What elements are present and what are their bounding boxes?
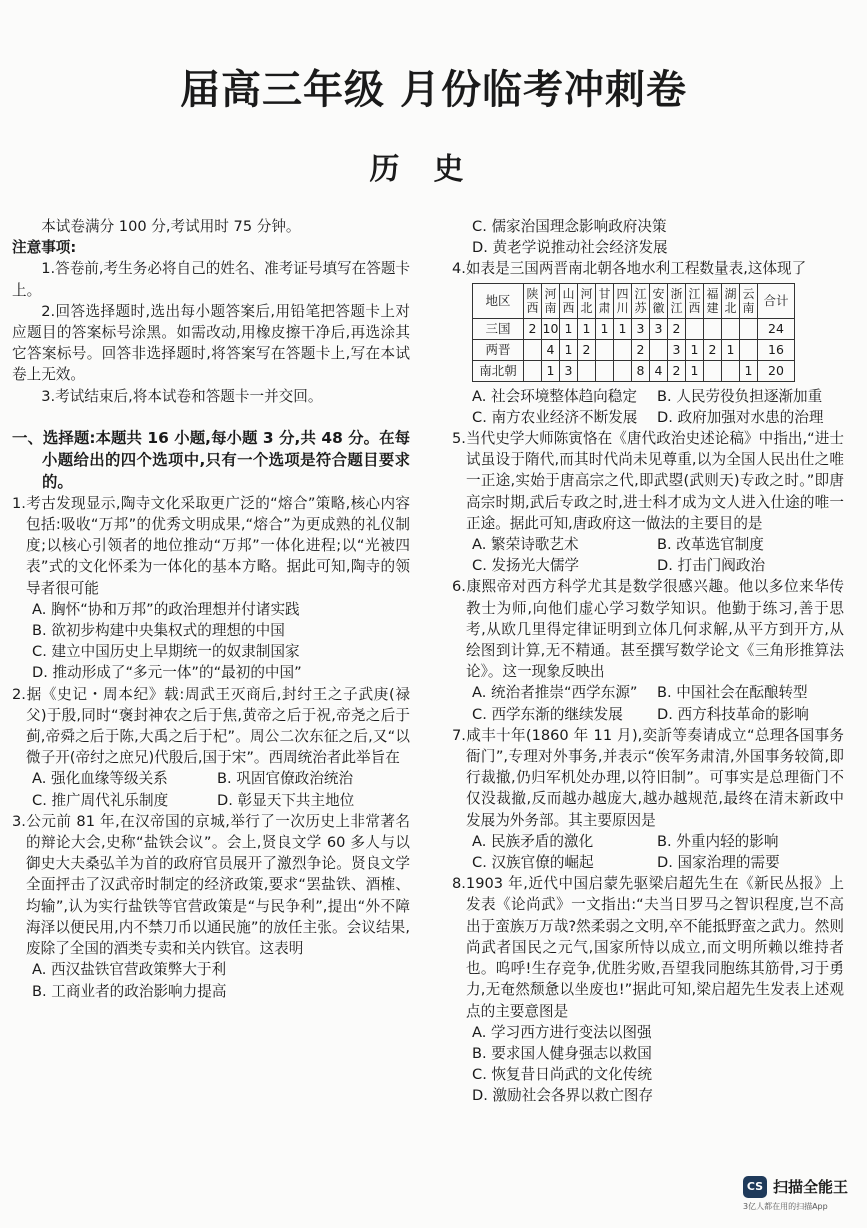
table-row [473,360,795,381]
table-cell: 1 [722,339,740,360]
table-cell: 2 [668,360,686,381]
option-a: A. 胸怀“协和万邦”的政治理想并付诸实践 [32,600,300,618]
table-cell: 1 [740,360,758,381]
option-c: C. 西学东渐的继续发展 [472,705,623,723]
scanner-tagline: 3亿人都在用的扫描App [743,1202,828,1211]
question-stem: 2.据《史记・周本纪》载:周武王灭商后,封纣王之子武庚(禄父)于殷,同时“褒封神农之后于焦,黄帝之后于祝,帝尧之后于蓟,帝舜之后于陈,大禹之后于杞”。周公二次东征之后,又“以微子开(帝纣之庶兄)代殷后,国于宋”。西周统治者此举旨在 [12,685,410,767]
scanner-watermark [743,1176,853,1218]
table-cell: 1 [560,339,578,360]
option-d: D. 黄老学说推动社会经济发展 [472,239,668,257]
table-cell [686,318,704,339]
option-a: A. 社会环境整体趋向稳定 [472,387,637,405]
option-row [452,682,844,703]
table-header-province: 安徽 [650,283,668,318]
table-cell: 8 [632,360,650,381]
option-c: C. 推广周代礼乐制度 [32,791,169,809]
option-d: D. 激励社会各界以救亡图存 [472,1087,654,1105]
option-b: B. 中国社会在酝酿转型 [657,684,808,702]
table-cell: 2 [578,339,596,360]
question-stem: 4.如表是三国两晋南北朝各地水利工程数量表,这体现了 [452,260,807,278]
table-cell: 4 [650,360,668,381]
option-b: B. 改革选官制度 [657,536,764,554]
table-header-province: 江西 [686,283,704,318]
question-5 [452,428,844,576]
question-3 [12,811,410,1002]
option-a: A. 民族矛盾的激化 [472,832,594,850]
question-stem: 3.公元前 81 年,在汉帝国的京城,举行了一次历史上非常著名的辩论大会,史称“盐铁会议”。会上,贤良文学 60 多人与以御史大夫桑弘羊为首的政府官员展开了激烈争论。贤良文学全面抨击了汉武帝时制定的经济政策,要求“罢盐铁、酒榷、均输”,认为实行盐铁等官营政策是“与民争利”,提出“外不障海泽以便民用,内不禁刀币以通民施”的放任主张。会议结果,废除了全国的酒类专卖和关内铁官。这表明 [12,812,410,958]
option-d: D. 政府加强对水患的治理 [657,408,824,426]
notice-item: 2.回答选择题时,选出每小题答案后,用铅笔把答题卡上对应题目的答案标号涂黑。如需改动,用橡皮擦干净后,再选涂其它答案标号。回答非选择题时,将答案写在答题卡上,写在本试卷上无效。 [12,302,410,384]
option-d: D. 彰显天下共主地位 [217,791,355,809]
table-cell-total: 16 [758,339,795,360]
table-cell-region: 三国 [473,318,524,339]
table-cell [596,339,614,360]
table-cell: 10 [542,318,560,339]
option-b: B. 外重内轻的影响 [657,832,779,850]
table-cell: 4 [542,339,560,360]
option-row [452,407,844,428]
table-cell [614,360,632,381]
question-7 [452,725,844,873]
question-stem: 7.咸丰十年(1860 年 11 月),奕訢等奏请成立“总理各国事务衙门”,专理对外事务,并表示“俟军务肃清,外国事务较简,即行裁撤,仍归军机处办理,以符旧制”。可事实是总理衙门不仅没裁撤,反而越办越庞大,越办越规范,最终在清末新政中发展为外务部。其主要原因是 [452,726,844,829]
table-header-province: 甘肃 [596,283,614,318]
table-header-row [473,283,795,318]
question-stem: 8.1903 年,近代中国启蒙先驱梁启超先生在《新民丛报》上发表《论尚武》一文指出:“夫当日罗马之智识程度,岂不高出于蛮族万万哉?然柔弱之文明,卒不能抵野蛮之武力。然则尚武者国民之元气,国家所恃以成立,而文明所赖以维持者也。呜呼!生存竞争,优胜劣败,吾望我同胞练其筋骨,习于勇力,无奄然颓惫以坐废也!”据此可知,梁启超先生发表上述观点的主要意图是 [452,875,844,1020]
table-cell-region: 两晋 [473,339,524,360]
table-header-province: 陕西 [524,283,542,318]
option-c: C. 儒家治国理念影响政府决策 [472,218,667,235]
option-a: A. 统治者推崇“西学东源” [472,684,638,702]
table-header-province: 山西 [560,283,578,318]
table-cell [704,318,722,339]
option-d: D. 打击门阀政治 [657,557,766,575]
table-header-province: 福建 [704,283,722,318]
table-cell: 1 [614,318,632,339]
notice-item: 1.答卷前,考生务必将自己的姓名、准考证号填写在答题卡上。 [12,260,411,299]
option-c: C. 发扬光大儒学 [472,557,580,575]
option-b: B. 工商业者的政治影响力提高 [32,982,227,1000]
option-a: A. 繁荣诗歌艺术 [472,536,579,554]
table-header-province: 四川 [614,283,632,318]
table-cell: 1 [596,318,614,339]
option-b: B. 人民劳役负担逐渐加重 [657,387,823,405]
option-c: C. 建立中国历史上早期统一的奴隶制国家 [32,643,300,661]
exam-title: 届高三年级 月份临考冲刺卷 [180,67,687,113]
table-cell [596,360,614,381]
option-a: A. 强化血缘等级关系 [32,770,168,788]
option-row [452,534,844,555]
option-row [452,831,844,852]
option-c: C. 南方农业经济不断发展 [472,408,638,426]
table-header-province: 云南 [740,283,758,318]
table-cell: 1 [542,360,560,381]
option-d: D. 国家治理的需要 [657,854,780,872]
question-stem: 6.康熙帝对西方科学尤其是数学很感兴趣。他以多位来华传教士为师,向他们虚心学习数学知识。他勤于练习,善于思考,从欧几里得定律证明到立体几何求解,从平方到开方,从绘图到计算,无不精通。甚至撰写数学论文《三角形推算法论》。这一现象反映出 [452,578,844,681]
table-header-province: 河北 [578,283,596,318]
option-row [452,555,844,576]
table-cell-total: 24 [758,318,795,339]
table-header-total: 合计 [758,283,795,318]
table-cell-total: 20 [758,360,795,381]
table-body [473,318,795,381]
question-1 [12,493,410,684]
table-cell [650,339,668,360]
option-b: B. 欲初步构建中央集权式的理想的中国 [32,622,285,640]
subject-title: 历史 [369,152,498,187]
score-line: 本试卷满分 100 分,考试用时 75 分钟。 [41,218,301,235]
notice-item: 3.考试结束后,将本试卷和答题卡一并交回。 [41,387,323,405]
option-row [12,790,410,811]
table-cell: 1 [686,360,704,381]
table-header-province: 河南 [542,283,560,318]
table-row [473,339,795,360]
scanner-logo-icon: CS [743,1176,767,1198]
table-cell: 3 [668,339,686,360]
table-header-region: 地区 [473,283,524,318]
table-cell: 3 [560,360,578,381]
option-c: C. 恢复昔日尚武的文化传统 [472,1066,653,1084]
question-2 [12,684,410,811]
table-cell: 2 [524,318,542,339]
question-4 [452,258,844,428]
table-cell: 3 [632,318,650,339]
option-b: B. 巩固官僚政治统治 [217,770,354,788]
question-stem: 1.考古发现显示,陶寺文化采取更广泛的“熔合”策略,核心内容包括:吸收“万邦”的优秀文明成果,“熔合”为更成熟的礼仪制度;以核心引领者的地位推动“万邦”一体化进程;以“光被四表”式的文化怀柔为一体化的基本方略。据此可知,陶寺的领导者很可能 [12,494,410,597]
option-a: A. 学习西方进行变法以图强 [472,1023,652,1041]
table-header-province: 浙江 [668,283,686,318]
table-cell: 1 [578,318,596,339]
table-cell [524,339,542,360]
table-cell: 1 [560,318,578,339]
option-row [12,768,410,789]
water-projects-table [472,283,795,382]
option-row [452,852,844,873]
table-cell [578,360,596,381]
table-cell [704,360,722,381]
table-header-province: 江苏 [632,283,650,318]
table-row [473,318,795,339]
option-a: A. 西汉盐铁官营政策弊大于利 [32,961,227,979]
table-cell: 2 [668,318,686,339]
table-cell [722,318,740,339]
option-b: B. 要求国人健身强志以救国 [472,1044,652,1062]
question-8 [452,873,844,1106]
table-cell [740,339,758,360]
option-row [452,704,844,725]
table-cell [722,360,740,381]
right-column [452,216,844,1107]
option-d: D. 西方科技革命的影响 [657,705,809,723]
table-cell: 2 [704,339,722,360]
table-cell-region: 南北朝 [473,360,524,381]
table-cell: 3 [650,318,668,339]
notice-title: 注意事项: [12,239,77,257]
scanner-app-name: 扫描全能王 [773,1178,849,1196]
table-cell: 2 [632,339,650,360]
option-c: C. 汉族官僚的崛起 [472,854,594,872]
table-cell [614,339,632,360]
left-column [12,216,410,1002]
table-cell: 1 [686,339,704,360]
option-row [452,386,844,407]
section-heading: 一、选择题:本题共 16 小题,每小题 3 分,共 48 分。在每小题给出的四个选项中,只有一个选项是符合题目要求的。 [12,428,410,491]
table-cell [740,318,758,339]
table-header-province: 湖北 [722,283,740,318]
question-6 [452,576,844,724]
option-d: D. 推动形成了“多元一体”的“最初的中国” [32,664,302,682]
table-cell [524,360,542,381]
question-stem: 5.当代史学大师陈寅恪在《唐代政治史述论稿》中指出,“进士试虽设于隋代,而其时代尚未见尊重,以为全国人民出仕之唯一正途,实始于唐高宗之代,即武曌(武则天)专政之时。”即唐高宗时期,武后专政之时,进士科才成为文人进入仕途的唯一正途。据此可知,唐政府这一做法的主要目的是 [452,430,844,532]
